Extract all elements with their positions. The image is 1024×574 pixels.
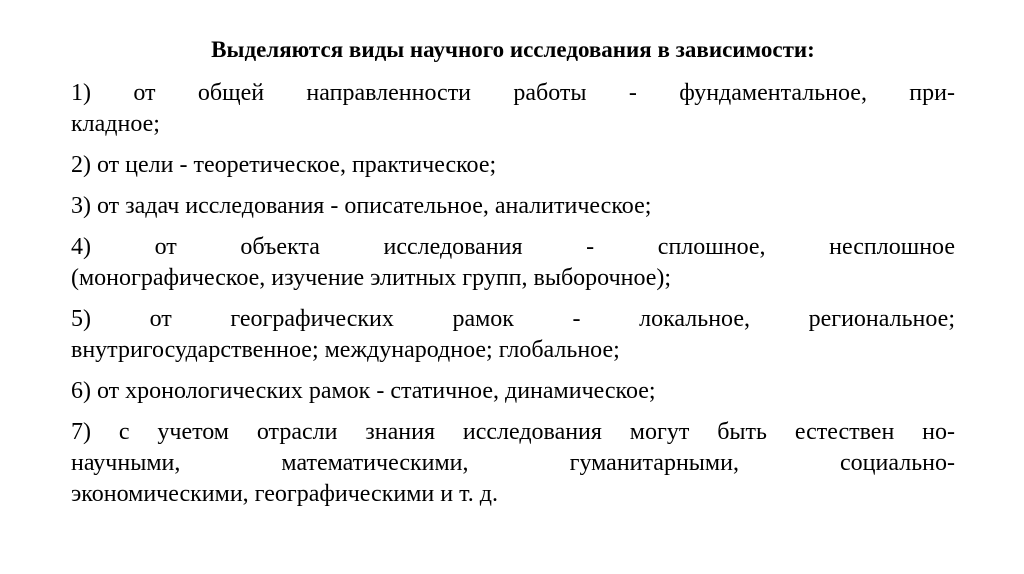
list-item-1 bbox=[71, 78, 955, 140]
list-item-2 bbox=[71, 150, 955, 181]
list-item-6 bbox=[71, 376, 955, 407]
list-item-3-line-1: 3) от задач исследования - описательное, аналитическое; bbox=[71, 193, 652, 219]
list-item-7 bbox=[71, 417, 955, 510]
list-item-5 bbox=[71, 304, 955, 366]
list-item-3 bbox=[71, 191, 955, 222]
list-item-1-line-2: кладное; bbox=[71, 111, 160, 137]
list-item-6-line-1: 6) от хронологических рамок - статичное, динамическое; bbox=[71, 378, 656, 404]
list-item-4-line-1: 4) от объекта исследования - сплошное, несплошное bbox=[71, 234, 955, 260]
list-item-7-line-2: научными, математическими, гуманитарными, социально- bbox=[71, 450, 955, 476]
slide-title: Выделяются виды научного исследования в зависимости: bbox=[211, 37, 815, 62]
slide-content bbox=[71, 34, 955, 520]
list-item-2-line-1: 2) от цели - теоретическое, практическое; bbox=[71, 152, 497, 178]
list-item-4-line-2: (монографическое, изучение элитных групп, выборочное); bbox=[71, 265, 672, 291]
list-item-5-line-1: 5) от географических рамок - локальное, региональное; bbox=[71, 306, 955, 332]
list-item-7-line-3: экономическими, географическими и т. д. bbox=[71, 481, 498, 507]
list-item-4 bbox=[71, 232, 955, 294]
list-item-7-line-1: 7) с учетом отрасли знания исследования могут быть естествен но- bbox=[71, 419, 955, 445]
list-item-5-line-2: внутригосударственное; международное; глобальное; bbox=[71, 337, 620, 363]
list-item-1-line-1: 1) от общей направленности работы - фундаментальное, при- bbox=[71, 80, 955, 106]
